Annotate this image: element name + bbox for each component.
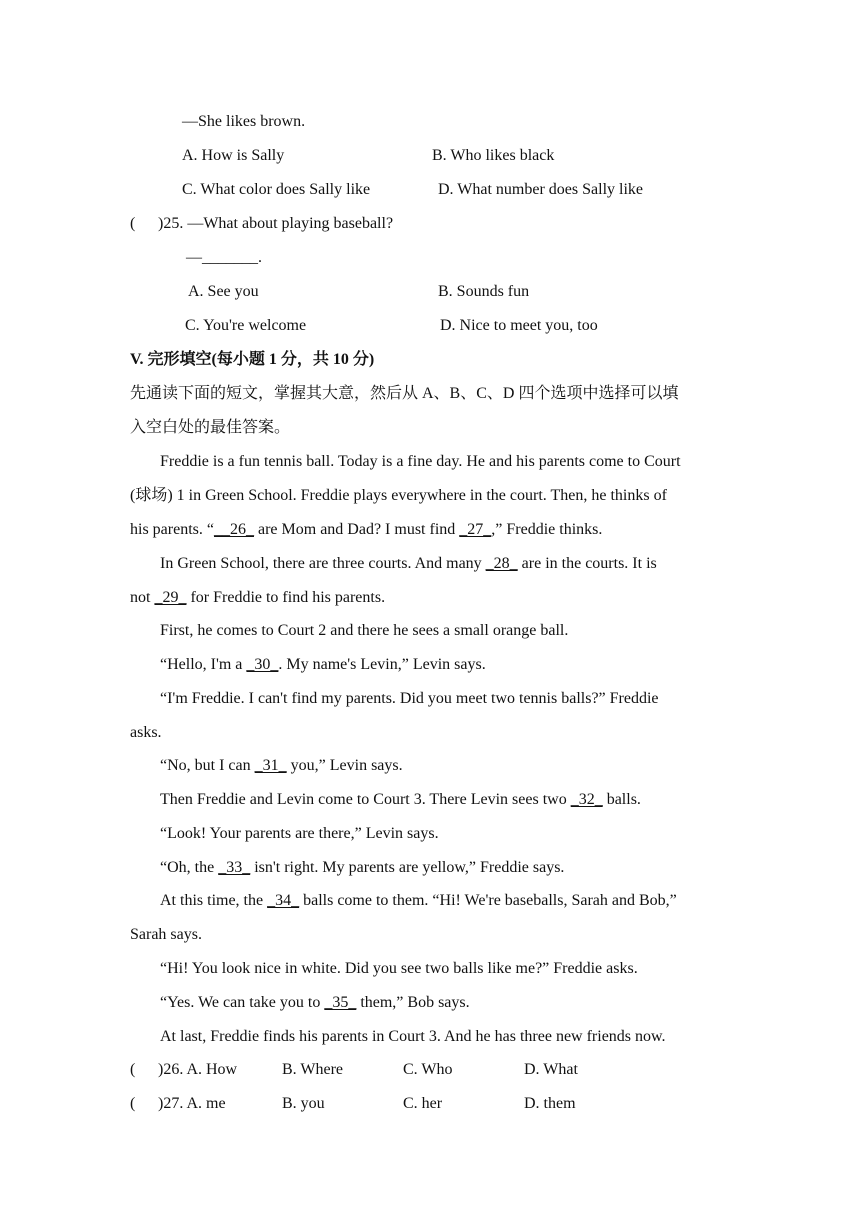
passage-line: asks. [130,724,162,741]
text-span: “Hello, I'm a [160,656,247,673]
q26-option-a: )26. A. How [158,1061,238,1078]
text-span: for Freddie to find his parents. [186,589,386,606]
text-span: not [130,589,155,606]
text-span: At this time, the [160,892,268,909]
q27-paren: ( [130,1095,136,1112]
passage-line [160,891,677,911]
q27-option-c: C. her [403,1095,443,1112]
text-span: balls come to them. “Hi! We're baseballs, Sarah and Bob,” [299,892,677,909]
q25-reply: —_______. [186,249,262,266]
q24-option-c: C. What color does Sally like [182,181,371,198]
section-heading: V. 完形填空(每小题 1 分，共 10 分) [130,351,375,368]
q25-stem: )25. —What about playing baseball? [158,215,394,232]
q24-option-b: B. Who likes black [432,147,555,164]
q24-option-d: D. What number does Sally like [438,181,643,198]
q26-option-c: C. Who [403,1061,453,1078]
passage-line [160,554,657,574]
q25-option-a: A. See you [188,283,259,300]
passage-line: (球场) 1 in Green School. Freddie plays everywhere in the court. Then, he thinks of [130,487,667,504]
text-span: his parents. “ [130,521,214,538]
passage-line: “I'm Freddie. I can't find my parents. Did you meet two tennis balls?” Freddie [160,690,659,707]
text-span: are in the courts. It is [517,555,657,572]
q24-option-a: A. How is Sally [182,147,285,164]
section-instruction-cont: 入空白处的最佳答案。 [130,419,291,436]
q27-option-d: D. them [524,1095,576,1112]
q25-option-b: B. Sounds fun [438,283,530,300]
text-span: you,” Levin says. [286,757,403,774]
q26-option-d: D. What [524,1061,578,1078]
passage-line: At last, Freddie finds his parents in Court 3. And he has three new friends now. [160,1028,666,1045]
text-span: “Oh, the [160,859,219,876]
text-span: Then Freddie and Levin come to Court 3. There Levin sees two [160,791,571,808]
text-span: ,” Freddie thinks. [491,521,603,538]
blank-28: _28_ [485,555,518,572]
passage-line [160,655,486,675]
q27-option-a: )27. A. me [158,1095,226,1112]
blank-26: __26_ [213,521,254,538]
blank-32: _32_ [570,791,603,808]
passage-line [130,588,385,608]
text-span: “No, but I can [160,757,255,774]
q25-option-d: D. Nice to meet you, too [440,317,598,334]
blank-31: _31_ [254,757,287,774]
passage-line: “Hi! You look nice in white. Did you see two balls like me?” Freddie asks. [160,960,638,977]
q26-paren: ( [130,1061,136,1078]
text-span: . My name's Levin,” Levin says. [278,656,486,673]
passage-line [160,993,470,1013]
text-span: balls. [602,791,641,808]
passage-line [160,790,641,810]
q26-option-b: B. Where [282,1061,344,1078]
passage-line [160,858,564,878]
blank-34: _34_ [267,892,300,909]
q25-paren: ( [130,215,136,232]
text-span: In Green School, there are three courts. And many [160,555,486,572]
blank-30: _30_ [246,656,279,673]
text-span: them,” Bob says. [356,994,470,1011]
passage-line: Sarah says. [130,926,202,943]
text-span: isn't right. My parents are yellow,” Freddie says. [250,859,565,876]
blank-33: _33_ [218,859,251,876]
passage-line [130,520,602,540]
blank-27: _27_ [459,521,492,538]
section-instruction: 先通读下面的短文，掌握其大意，然后从 A、B、C、D 四个选项中选择可以填 [130,385,679,402]
q27-option-b: B. you [282,1095,325,1112]
passage-line [160,756,403,776]
blank-35: _35_ [324,994,357,1011]
text-span: are Mom and Dad? I must find [253,521,460,538]
passage-line: Freddie is a fun tennis ball. Today is a fine day. He and his parents come to Court [160,453,681,470]
text-span: “Yes. We can take you to [160,994,325,1011]
passage-line: First, he comes to Court 2 and there he sees a small orange ball. [160,622,569,639]
q25-option-c: C. You're welcome [185,317,307,334]
passage-line: “Look! Your parents are there,” Levin says. [160,825,439,842]
blank-29: _29_ [154,589,187,606]
q24-answer: —She likes brown. [182,113,306,130]
